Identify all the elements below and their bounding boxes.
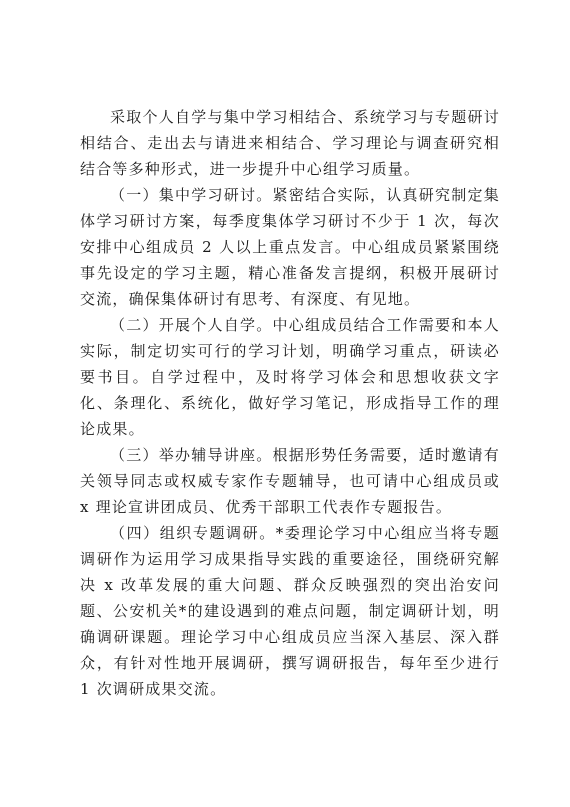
paragraph-research: （四）组织专题调研。*委理论学习中心组应当将专题调研作为运用学习成果指导实践的重要途径，围绕研究解决 x 改革发展的重大问题、群众反映强烈的突出治安问题、公安机关*的建设遇到的难点问题，制定调研计划，明确调研课题。理论学习中心组成员应当深入基层、深入群众，有针对性地开展调研，撰写调研报告，每年至少进行 1 次调研成果交流。 xyxy=(80,524,500,698)
paragraph-lectures: （三）举办辅导讲座。根据形势任务需要，适时邀请有关领导同志或权威专家作专题辅导，也可请中心组成员或 x 理论宣讲团成员、优秀干部职工代表作专题报告。 xyxy=(80,446,500,516)
paragraph-collective-study: （一）集中学习研讨。紧密结合实际，认真研究制定集体学习研讨方案，每季度集体学习研讨不少于 1 次，每次安排中心组成员 2 人以上重点发言。中心组成员紧紧围绕事先设定的学习主题，精心准备发言提纲，积极开展研讨交流，确保集体研讨有思考、有深度、有见地。 xyxy=(80,186,500,308)
paragraph-intro: 采取个人自学与集中学习相结合、系统学习与专题研讨相结合、走出去与请进来相结合、学习理论与调查研究相结合等多种形式，进一步提升中心组学习质量。 xyxy=(80,108,500,178)
paragraph-self-study: （二）开展个人自学。中心组成员结合工作需要和本人实际，制定切实可行的学习计划，明确学习重点，研读必要书目。自学过程中，及时将学习体会和思想收获文字化、条理化、系统化，做好学习笔记，形成指导工作的理论成果。 xyxy=(80,316,500,438)
document-body xyxy=(80,104,500,702)
